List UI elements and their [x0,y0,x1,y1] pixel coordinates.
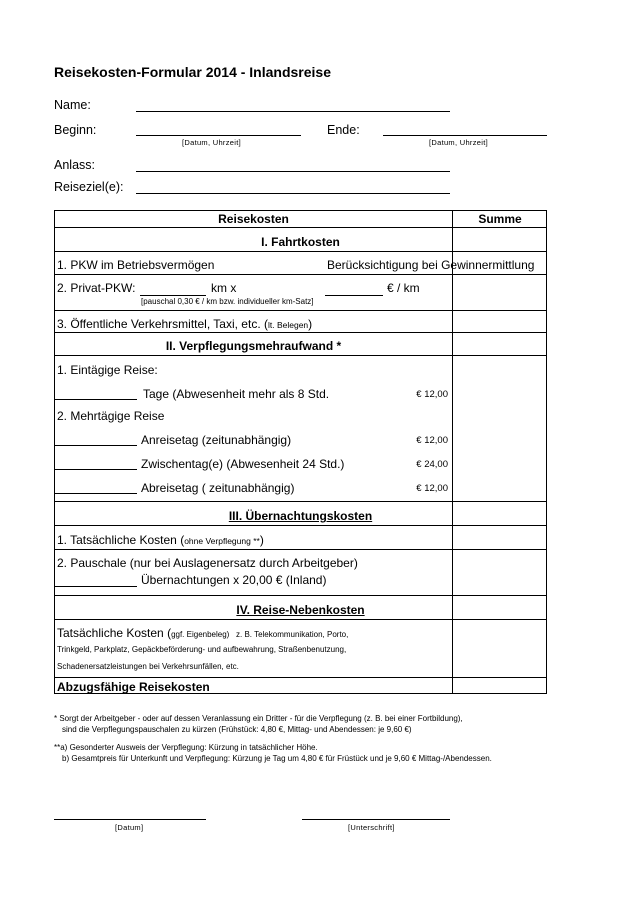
row-divider [55,619,546,620]
unterschrift-signature-line[interactable] [302,819,450,820]
row-divider [55,274,546,275]
footnote-1-line2: sind die Verpflegungspauschalen zu kürzen (Frühstück: 4,80 €, Mittag- und Abendessen: je 9,60 €) [62,725,412,734]
datum-signature-line[interactable] [54,819,206,820]
anlass-field[interactable] [136,171,450,172]
anlass-label: Anlass: [54,158,95,172]
summe-column-divider [452,211,453,694]
unterschrift-hint: [Unterschrift] [348,823,395,832]
reiseziel-label: Reiseziel(e): [54,180,124,194]
zwischen-label: Zwischentag(e) (Abwesenheit 24 Std.) [141,457,345,471]
ende-field[interactable] [383,135,547,136]
uebernachtungen-field[interactable] [55,586,137,587]
name-field[interactable] [136,111,450,112]
tage-label: Tage (Abwesenheit mehr als 8 Std. [143,387,330,401]
zwischen-field[interactable] [55,469,137,470]
datum-hint: [Datum] [115,823,144,832]
zwischen-amount: € 24,00 [416,459,448,470]
footnote-1-line1: * Sorgt der Arbeitgeber - oder auf dessen Veranlassung ein Dritter - für die Verpflegung (z. B. bei einer Fortbildung), [54,714,463,723]
neben-line3: Schadenersatzleistungen bei Verkehrsunfällen, etc. [57,662,239,671]
section-uebernachtung: III. Übernachtungskosten [228,509,373,523]
ende-hint: [Datum, Uhrzeit] [429,138,488,147]
section-fahrtkosten: I. Fahrtkosten [261,235,340,249]
row-divider [55,227,546,228]
pkw-betrieb-note: Berücksichtigung bei Gewinnermittlung [327,258,535,272]
abreise-label: Abreisetag ( zeitunabhängig) [141,481,295,495]
ende-label: Ende: [327,123,360,137]
abreise-field[interactable] [55,493,137,494]
tage-field[interactable] [55,399,137,400]
km-x-label: km x [211,281,237,295]
privat-pkw-label: 2. Privat-PKW: [57,281,136,295]
row-divider [55,595,546,596]
mehrtaegig-label: 2. Mehrtägige Reise [57,409,165,423]
eur-km-label: € / km [387,281,420,295]
col-summe: Summe [478,212,522,226]
beginn-field[interactable] [136,135,301,136]
anreise-field[interactable] [55,445,137,446]
uebernachtungen-label: Übernachtungen x 20,00 € (Inland) [141,573,327,587]
beginn-hint: [Datum, Uhrzeit] [182,138,241,147]
anreise-amount: € 12,00 [416,435,448,446]
abreise-amount: € 12,00 [416,483,448,494]
pkw-betrieb-label: 1. PKW im Betriebsvermögen [57,258,215,272]
row-divider [55,525,546,526]
pauschale-label: 2. Pauschale (nur bei Auslagenersatz durch Arbeitgeber) [57,556,358,570]
oepnv-label: 3. Öffentliche Verkehrsmittel, Taxi, etc. (lt. Belegen) [57,317,313,331]
footnote-2-line2: b) Gesamtpreis für Unterkunft und Verpflegung: Kürzung je Tag um 4,80 € für Früstück und je 9,60 € Mittag-/Abendessen. [62,754,492,763]
beginn-label: Beginn: [54,123,97,137]
row-divider [55,332,546,333]
anreise-label: Anreisetag (zeitunabhängig) [141,433,292,447]
name-label: Name: [54,98,91,112]
km-field[interactable] [140,295,206,296]
neben-label: Tatsächliche Kosten (ggf. Eigenbeleg) z. B. Telekommunikation, Porto, [57,626,349,640]
row-divider [55,251,546,252]
tage-amount: € 12,00 [416,389,448,400]
section-verpflegung: II. Verpflegungsmehraufwand * [165,339,342,353]
page-title: Reisekosten-Formular 2014 - Inlandsreise [54,64,331,80]
reisekosten-table [54,210,547,694]
neben-line2: Trinkgeld, Parkplatz, Gepäckbeförderung- und aufbewahrung, Straßenbenutzung, [57,645,347,654]
col-reisekosten: Reisekosten [218,212,289,226]
row-divider [55,355,546,356]
footnote-2-line1: **a) Gesonderter Ausweis der Verpflegung: Kürzung in tatsächlicher Höhe. [54,743,318,752]
abzugsfaehig-label: Abzugsfähige Reisekosten [57,680,210,694]
row-divider [55,677,546,678]
reiseziel-field[interactable] [136,193,450,194]
eur-km-field[interactable] [325,295,383,296]
tatsaechlich-label: 1. Tatsächliche Kosten (ohne Verpflegung **) [57,533,264,547]
eintaegig-label: 1. Eintägige Reise: [57,363,158,377]
row-divider [55,549,546,550]
row-divider [55,310,546,311]
row-divider [55,501,546,502]
section-nebenkosten: IV. Reise-Nebenkosten [236,603,365,617]
pauschal-hint: [pauschal 0,30 € / km bzw. individueller km-Satz] [141,297,314,306]
